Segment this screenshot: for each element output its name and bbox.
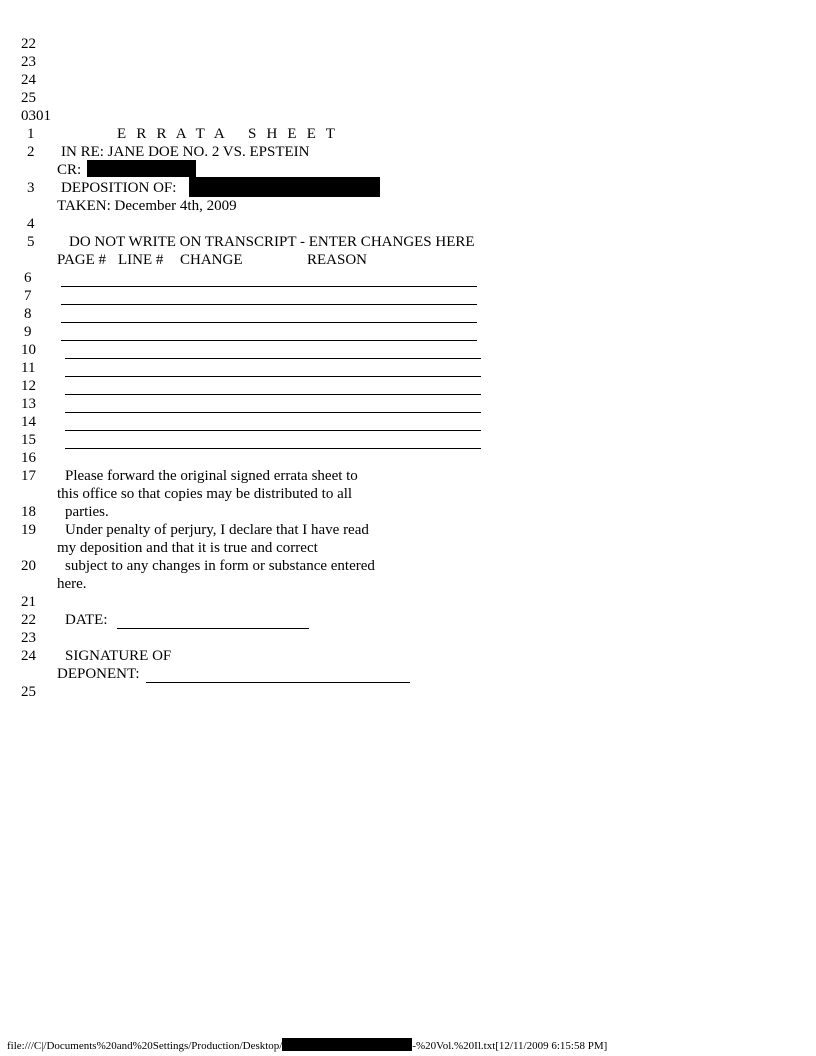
deponent-label: DEPONENT:	[57, 666, 140, 682]
forward-text: Please forward the original signed errata sheet to	[65, 468, 358, 484]
redaction-box	[282, 1038, 412, 1051]
blank-rule	[61, 304, 477, 305]
blank-rule	[61, 340, 477, 341]
line-number: 3	[27, 180, 35, 196]
declaration-text: subject to any changes in form or substance entered	[65, 558, 375, 574]
prev-line-number: 23	[21, 54, 36, 70]
line-number: 19	[21, 522, 36, 538]
prev-line-number: 22	[21, 36, 36, 52]
date-blank	[117, 628, 309, 629]
blank-rule	[65, 430, 481, 431]
cr-label: CR:	[57, 162, 82, 178]
forward-text: this office so that copies may be distributed to all	[57, 486, 353, 502]
blank-rule	[61, 322, 477, 323]
line-number: 16	[21, 450, 36, 466]
line-number: 24	[21, 648, 36, 664]
col-reason-header: REASON	[307, 252, 368, 268]
line-number: 8	[24, 306, 32, 322]
line-number: 21	[21, 594, 36, 610]
forward-text: parties.	[65, 504, 109, 520]
taken-date: TAKEN: December 4th, 2009	[57, 198, 237, 214]
file-path-prefix: file:///C|/Documents%20and%20Settings/Production/Desktop/	[7, 1040, 283, 1052]
line-number: 17	[21, 468, 36, 484]
file-path-footer	[7, 1038, 607, 1053]
col-page-header: PAGE #	[57, 252, 107, 268]
blank-rule	[65, 358, 481, 359]
line-number: 20	[21, 558, 36, 574]
declaration-text: Under penalty of perjury, I declare that I have read	[65, 522, 369, 538]
line-number: 22	[21, 612, 36, 628]
date-label: DATE:	[65, 612, 108, 628]
line-number: 1	[27, 126, 35, 142]
signature-label: SIGNATURE OF	[65, 648, 172, 664]
deposition-label: DEPOSITION OF:	[61, 180, 177, 196]
col-change-header: CHANGE	[180, 252, 243, 268]
line-number: 7	[24, 288, 32, 304]
line-number: 18	[21, 504, 36, 520]
redaction-box	[189, 177, 380, 197]
signature-blank	[146, 682, 410, 683]
line-number: 13	[21, 396, 36, 412]
line-number: 2	[27, 144, 35, 160]
col-line-header: LINE #	[118, 252, 164, 268]
line-number: 5	[27, 234, 35, 250]
case-caption: IN RE: JANE DOE NO. 2 VS. EPSTEIN	[61, 144, 310, 160]
line-number: 23	[21, 630, 36, 646]
declaration-text: here.	[57, 576, 87, 592]
line-number: 12	[21, 378, 36, 394]
line-number: 6	[24, 270, 32, 286]
file-path-suffix: -%20Vol.%20Il.txt[12/11/2009 6:15:58 PM]	[412, 1040, 608, 1052]
blank-rule	[65, 376, 481, 377]
line-number: 15	[21, 432, 36, 448]
line-number: 9	[24, 324, 32, 340]
line-number: 10	[21, 342, 36, 358]
page-marker: 0301	[21, 108, 51, 124]
errata-title: E R R A T A S H E E T	[117, 126, 339, 142]
redaction-box	[87, 160, 196, 177]
instruction-text: DO NOT WRITE ON TRANSCRIPT - ENTER CHANGES HERE	[69, 234, 475, 250]
prev-line-number: 25	[21, 90, 36, 106]
line-number: 4	[27, 216, 35, 232]
line-number: 14	[21, 414, 36, 430]
line-number: 11	[21, 360, 36, 376]
blank-rule	[65, 412, 481, 413]
blank-rule	[61, 286, 477, 287]
prev-line-number: 24	[21, 72, 36, 88]
declaration-text: my deposition and that it is true and correct	[57, 540, 318, 556]
blank-rule	[65, 448, 481, 449]
line-number: 25	[21, 684, 36, 700]
blank-rule	[65, 394, 481, 395]
